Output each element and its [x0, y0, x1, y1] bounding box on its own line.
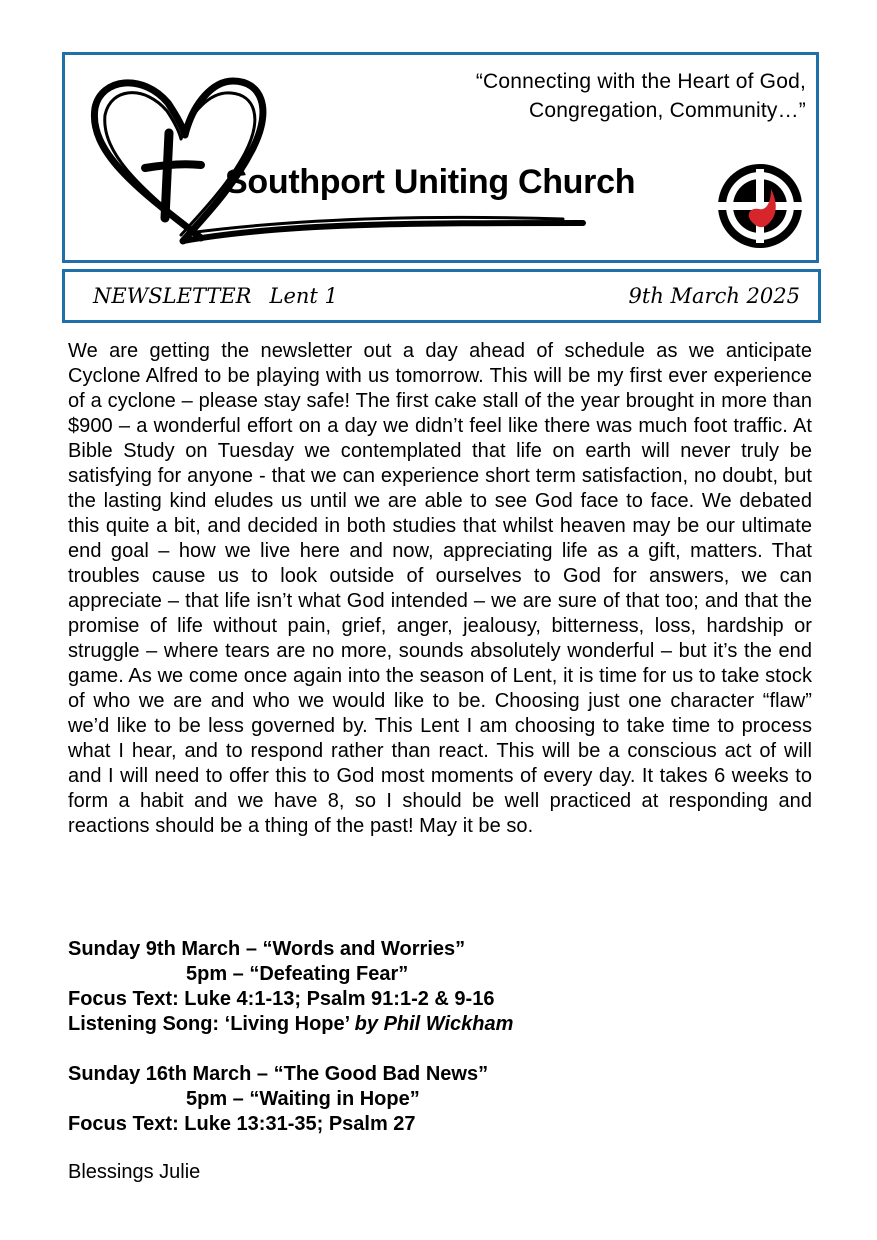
service-heading: Sunday 16th March – “The Good Bad News”	[68, 1063, 489, 1085]
song-title: Listening Song: ‘Living Hope’	[68, 1013, 350, 1035]
header-banner	[62, 52, 819, 263]
tagline-line-2: Congregation, Community…”	[529, 99, 806, 122]
services-list	[68, 937, 812, 1137]
service-focus-text: Focus Text: Luke 4:1-13; Psalm 91:1-2 & 9-16	[68, 988, 495, 1010]
signoff: Blessings Julie	[68, 1161, 201, 1183]
newsletter-title	[93, 284, 356, 308]
song-artist: by Phil Wickham	[354, 1013, 514, 1035]
service-evening: 5pm – “Waiting in Hope”	[186, 1088, 420, 1110]
body-paragraph: We are getting the newsletter out a day ahead of schedule as we anticipate Cyclone Alfred to be playing with us tomorrow. This will be my first ever experience of a cyclone – please stay safe! The first cake stall of the year brought in more than $900 – a wonderful effort on a day we didn’t feel like there was much foot traffic. At Bible Study on Tuesday we contemplated that life on earth will never truly be satisfying for anyone - that we can experience short term satisfaction, no doubt, but the lasting kind eludes us until we are able to see God face to face. We debated this quite a bit, and decided in both studies that whilst heaven may be our ultimate end goal – how we live here and now, appreciating life as a gift, matters. That troubles cause us to look outside of ourselves to God for answers, we can appreciate – that life isn’t what God intended – we are sure of that too; and that the promise of life without pain, grief, anger, jealousy, bitterness, loss, hardship or struggle – where tears are no more, sounds absolutely wonderful – but it’s the end game. As we come once again into the season of Lent, it is time for us to take stock of who we are and who we would like to be. Choosing just one character “flaw” we’d like to be less governed by. This Lent I am choosing to take time to process what I hear, and to respond rather than react. This will be a conscious act of will and I will need to offer this to God most moments of every day. It takes 6 weeks to form a habit and we have 8, so I should be well practiced at responding and reactions should be a thing of the past! May it be so.	[68, 340, 812, 837]
tagline-line-1: “Connecting with the Heart of God,	[475, 70, 806, 93]
service-evening: 5pm – “Defeating Fear”	[186, 963, 409, 985]
service-focus-text: Focus Text: Luke 13:31-35; Psalm 27	[68, 1113, 416, 1135]
newsletter-date: 9th March 2025	[628, 284, 800, 308]
newsletter-season: Lent 1	[269, 284, 338, 308]
tagline	[476, 67, 806, 125]
newsletter-bar	[62, 269, 821, 323]
newsletter-label: NEWSLETTER	[93, 284, 252, 308]
uniting-church-emblem-icon	[715, 161, 805, 251]
service-heading: Sunday 9th March – “Words and Worries”	[68, 938, 466, 960]
service-listening-song	[68, 1012, 812, 1037]
church-name: Southport Uniting Church	[225, 163, 636, 201]
